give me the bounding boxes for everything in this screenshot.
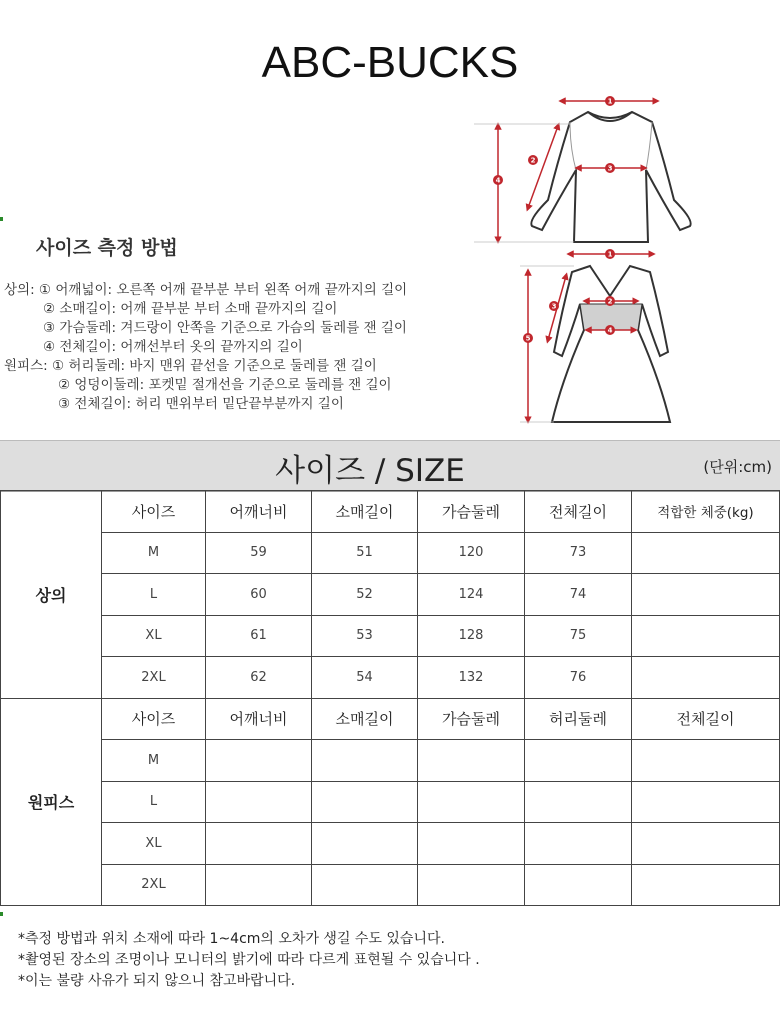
- value-cell: [312, 864, 418, 906]
- header-cell: 사이즈: [102, 698, 206, 740]
- tops-header-row: [1, 491, 780, 533]
- guide-line: ④ 전체길이: 어깨선부터 옷의 끝까지의 길이: [43, 339, 303, 355]
- value-cell: 76: [525, 657, 632, 699]
- size-table-title: 사이즈 / SIZE: [275, 453, 465, 489]
- value-cell: 54: [312, 657, 418, 699]
- svg-text:2: 2: [530, 156, 536, 165]
- guide-line: 상의: ① 어깨넓이: 오른쪽 어깨 끝부분 부터 왼쪽 어깨 끝까지의 길이: [4, 282, 408, 298]
- header-cell: 사이즈: [102, 491, 206, 533]
- value-cell: 124: [418, 574, 525, 616]
- table-row: [1, 864, 780, 906]
- value-cell: [418, 781, 525, 823]
- value-cell: 53: [312, 615, 418, 657]
- value-cell: [632, 864, 780, 906]
- measurement-guide-title: 사이즈 측정 방법: [36, 237, 178, 259]
- guide-line: ② 소매길이: 어깨 끝부분 부터 소매 끝까지의 길이: [43, 301, 338, 317]
- dress-group-label: 원피스: [1, 698, 102, 906]
- table-row: [1, 615, 780, 657]
- size-banner: [0, 440, 780, 492]
- value-cell: [312, 740, 418, 782]
- svg-text:3: 3: [607, 164, 613, 173]
- value-cell: [632, 781, 780, 823]
- guide-line: ③ 전체길이: 허리 맨위부터 밑단끝부분까지 길이: [58, 396, 344, 412]
- dress-illustration: [520, 249, 670, 422]
- value-cell: [525, 740, 632, 782]
- size-table: [0, 490, 780, 906]
- size-cell: L: [102, 574, 206, 616]
- table-row: [1, 740, 780, 782]
- size-cell: XL: [102, 823, 206, 865]
- size-cell: 2XL: [102, 864, 206, 906]
- dress-header-row: [1, 698, 780, 740]
- header-cell: 적합한 체중(kg): [632, 491, 780, 533]
- value-cell: [632, 615, 780, 657]
- brand-title: ABC-BUCKS: [261, 38, 519, 87]
- header-cell: 가슴둘레: [418, 698, 525, 740]
- unit-label: (단위:cm): [703, 458, 772, 476]
- value-cell: 61: [206, 615, 312, 657]
- note-line: *측정 방법과 위치 소재에 따라 1~4cm의 오차가 생길 수도 있습니다.: [18, 931, 445, 947]
- note-line: *이는 불량 사유가 되지 않으니 참고바랍니다.: [18, 973, 296, 989]
- guide-line: 원피스: ① 허리둘레: 바지 맨위 끝선을 기준으로 둘레를 잰 길이: [4, 358, 377, 374]
- dress-marker-1: [605, 249, 615, 259]
- value-cell: [206, 864, 312, 906]
- value-cell: [418, 740, 525, 782]
- value-cell: [632, 740, 780, 782]
- top-marker-1: [605, 96, 615, 106]
- size-cell: M: [102, 532, 206, 574]
- value-cell: [632, 657, 780, 699]
- header-cell: 소매길이: [312, 698, 418, 740]
- value-cell: [312, 781, 418, 823]
- dress-marker-3: [549, 301, 559, 311]
- value-cell: 128: [418, 615, 525, 657]
- svg-text:2: 2: [607, 297, 613, 306]
- table-row: [1, 532, 780, 574]
- value-cell: [418, 864, 525, 906]
- value-cell: [206, 823, 312, 865]
- value-cell: [525, 823, 632, 865]
- value-cell: 60: [206, 574, 312, 616]
- size-cell: 2XL: [102, 657, 206, 699]
- guide-line: ③ 가슴둘레: 겨드랑이 안쪽을 기준으로 가슴의 둘레를 잰 길이: [43, 320, 407, 336]
- table-row: [1, 657, 780, 699]
- value-cell: 62: [206, 657, 312, 699]
- value-cell: [418, 823, 525, 865]
- value-cell: 52: [312, 574, 418, 616]
- section-marker: [0, 217, 3, 221]
- table-row: [1, 781, 780, 823]
- header-cell: 어깨너비: [206, 698, 312, 740]
- svg-text:1: 1: [607, 97, 613, 106]
- value-cell: 59: [206, 532, 312, 574]
- svg-text:4: 4: [607, 326, 613, 335]
- tops-group-label: 상의: [1, 491, 102, 699]
- measurement-diagram: [470, 90, 710, 435]
- value-cell: [632, 823, 780, 865]
- value-cell: 73: [525, 532, 632, 574]
- value-cell: [525, 781, 632, 823]
- dress-marker-2: [605, 296, 615, 306]
- value-cell: [525, 864, 632, 906]
- svg-text:3: 3: [551, 302, 557, 311]
- dress-marker-4: [605, 325, 615, 335]
- section-marker: [0, 912, 3, 916]
- guide-line: ② 엉덩이둘레: 포켓밑 절개선을 기준으로 둘레를 잰 길이: [58, 377, 392, 393]
- table-row: [1, 823, 780, 865]
- table-row: [1, 574, 780, 616]
- value-cell: [312, 823, 418, 865]
- size-cell: M: [102, 740, 206, 782]
- value-cell: 120: [418, 532, 525, 574]
- svg-text:5: 5: [525, 334, 531, 343]
- svg-text:4: 4: [495, 176, 501, 185]
- header-cell: 어깨너비: [206, 491, 312, 533]
- header-cell: 허리둘레: [525, 698, 632, 740]
- size-cell: XL: [102, 615, 206, 657]
- top-marker-4: [493, 175, 503, 185]
- top-garment-illustration: [474, 96, 691, 242]
- note-line: *촬영된 장소의 조명이나 모니터의 밝기에 따라 다르게 표현될 수 있습니다 .: [18, 952, 480, 968]
- value-cell: [632, 532, 780, 574]
- dress-marker-5: [523, 333, 533, 343]
- top-marker-3: [605, 163, 615, 173]
- value-cell: [632, 574, 780, 616]
- top-marker-2: [528, 155, 538, 165]
- notes: [18, 928, 480, 991]
- size-cell: L: [102, 781, 206, 823]
- value-cell: 132: [418, 657, 525, 699]
- header-cell: 소매길이: [312, 491, 418, 533]
- value-cell: 75: [525, 615, 632, 657]
- header-cell: 전체길이: [525, 491, 632, 533]
- value-cell: [206, 740, 312, 782]
- header-cell: 가슴둘레: [418, 491, 525, 533]
- value-cell: 51: [312, 532, 418, 574]
- header-cell: 전체길이: [632, 698, 780, 740]
- value-cell: 74: [525, 574, 632, 616]
- svg-text:1: 1: [607, 250, 613, 259]
- value-cell: [206, 781, 312, 823]
